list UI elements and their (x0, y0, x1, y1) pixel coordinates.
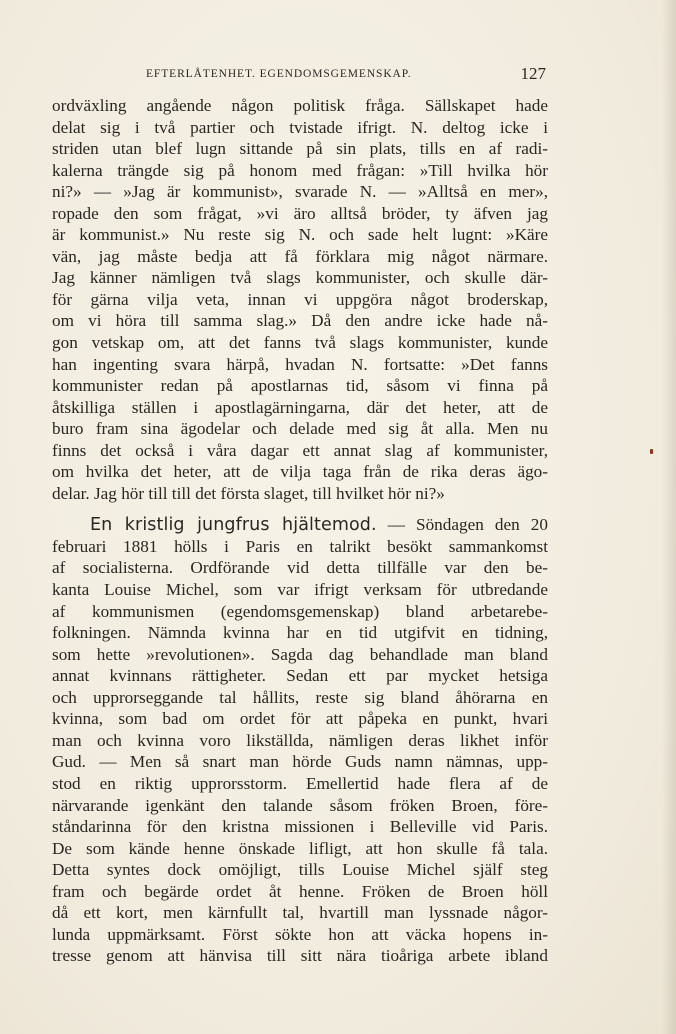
page-header (52, 64, 548, 86)
text-line: gon vetskap om, att det fanns två slags kommunister, kunde (52, 333, 548, 353)
text-line (52, 514, 548, 536)
heading-line-rest: — Söndagen den 20 (387, 515, 548, 535)
section-heading: En kristlig jungfrus hjältemod. (90, 515, 377, 536)
text-line: kanta Louise Michel, som var ifrigt verksam för utbredande (52, 580, 548, 600)
text-line: närvarande igenkänt den talande såsom fröken Broen, före- (52, 795, 548, 815)
text-line: annat kvinnans rättigheter. Sedan ett par mycket hetsiga (52, 666, 548, 686)
text-line: delat sig i två partier och tvistade ifrigt. N. deltog icke i (52, 117, 548, 137)
text-line: februari 1881 hölls i Paris en talrikt besökt sammankomst (52, 536, 548, 556)
text-line: fram och begärde ordet åt henne. Fröken de Broen höll (52, 881, 548, 901)
text-line: han ingenting svara härpå, hvadan N. fortsatte: »Det fanns (52, 354, 548, 374)
ink-speck (650, 449, 653, 454)
text-line: striden utan blef lugn sittande på sin plats, tills en af radi- (52, 139, 548, 159)
text-line: om vi höra till samma slag.» Då den andre icke hade nå- (52, 311, 548, 331)
page-edge-shadow (662, 0, 676, 1034)
text-line: kommunister redan på apostlarnas tid, såsom vi finna på (52, 376, 548, 396)
body-text (52, 95, 548, 967)
text-line: buro fram sina ägodelar och delade med sig åt alla. Men nu (52, 419, 548, 439)
text-line: ordväxling angående någon politisk fråga. Sällskapet hade (52, 96, 548, 115)
text-line: och upprorseggande tal hållits, reste sig bland åhörarna en (52, 687, 548, 707)
text-line: folkningen. Nämnda kvinna har en tid utgifvit en tidning, (52, 623, 548, 643)
text-line: om hvilka det heter, att de vilja taga från de rika deras ägo- (52, 462, 548, 482)
paragraph-1 (52, 95, 548, 504)
text-line: stod en riktig upprorsstorm. Emellertid hade flera af de (52, 773, 548, 793)
text-line: finns det också i våra dagar ett annat slag af kommunister, (52, 440, 548, 460)
text-line: ni?» — »Jag är kommunist», svarade N. — »Alltså en mer», (52, 182, 548, 202)
paragraph-gap (52, 504, 548, 514)
text-line: då ett kort, men kärnfullt tal, hvartill man lyssnade någor- (52, 903, 548, 923)
paragraph-2 (52, 514, 548, 966)
page-number: 127 (520, 64, 546, 83)
text-line: kalerna trängde sig på honom med frågan: »Till hvilka hör (52, 160, 548, 180)
running-head: EFTERLÅTENHET. EGENDOMSGEMENSKAP. (146, 68, 412, 80)
text-line: som hette »revolutionen». Sagda dag behandlade man bland (52, 644, 548, 664)
text-line: lunda uppmärksamt. Först sökte hon att väcka hopens in- (52, 924, 548, 944)
text-line: ropade den som frågat, »vi äro alltså bröder, ty äfven jag (52, 203, 548, 223)
text-line: åtskilliga ställen i apostlagärningarna, där det heter, att de (52, 397, 548, 417)
text-line: kvinna, som bad om ordet för att påpeka en punkt, hvari (52, 709, 548, 729)
text-line: Jag känner nämligen två slags kommunister, och skulle där- (52, 268, 548, 288)
text-line: Gud. — Men så snart man hörde Guds namn nämnas, upp- (52, 752, 548, 772)
text-line: ståndarinna för den kristna missionen i Belleville vid Paris. (52, 817, 548, 837)
text-line: vän, jag måste bedja att få förklara mig något närmare. (52, 246, 548, 266)
text-line: delar. Jag hör till till det första slaget, till hvilket hör ni?» (52, 483, 445, 503)
text-line: af socialisterna. Ordförande vid detta tillfälle var den be- (52, 558, 548, 578)
text-line: man och kvinna voro likställda, nämligen deras likhet inför (52, 730, 548, 750)
text-line: för gärna vilja veta, innan vi uppgöra något broderskap, (52, 289, 548, 309)
text-line: tresse genom att hänvisa till sitt nära tioåriga arbete ibland (52, 946, 548, 966)
text-line: af kommunismen (egendomsgemenskap) bland arbetarebe- (52, 601, 548, 621)
text-line: De som kände henne önskade lifligt, att hon skulle få tala. (52, 838, 548, 858)
text-line: Detta syntes dock omöjligt, tills Louise Michel själf steg (52, 860, 548, 880)
text-line: är kommunist.» Nu reste sig N. och sade helt lugnt: »Käre (52, 225, 548, 245)
